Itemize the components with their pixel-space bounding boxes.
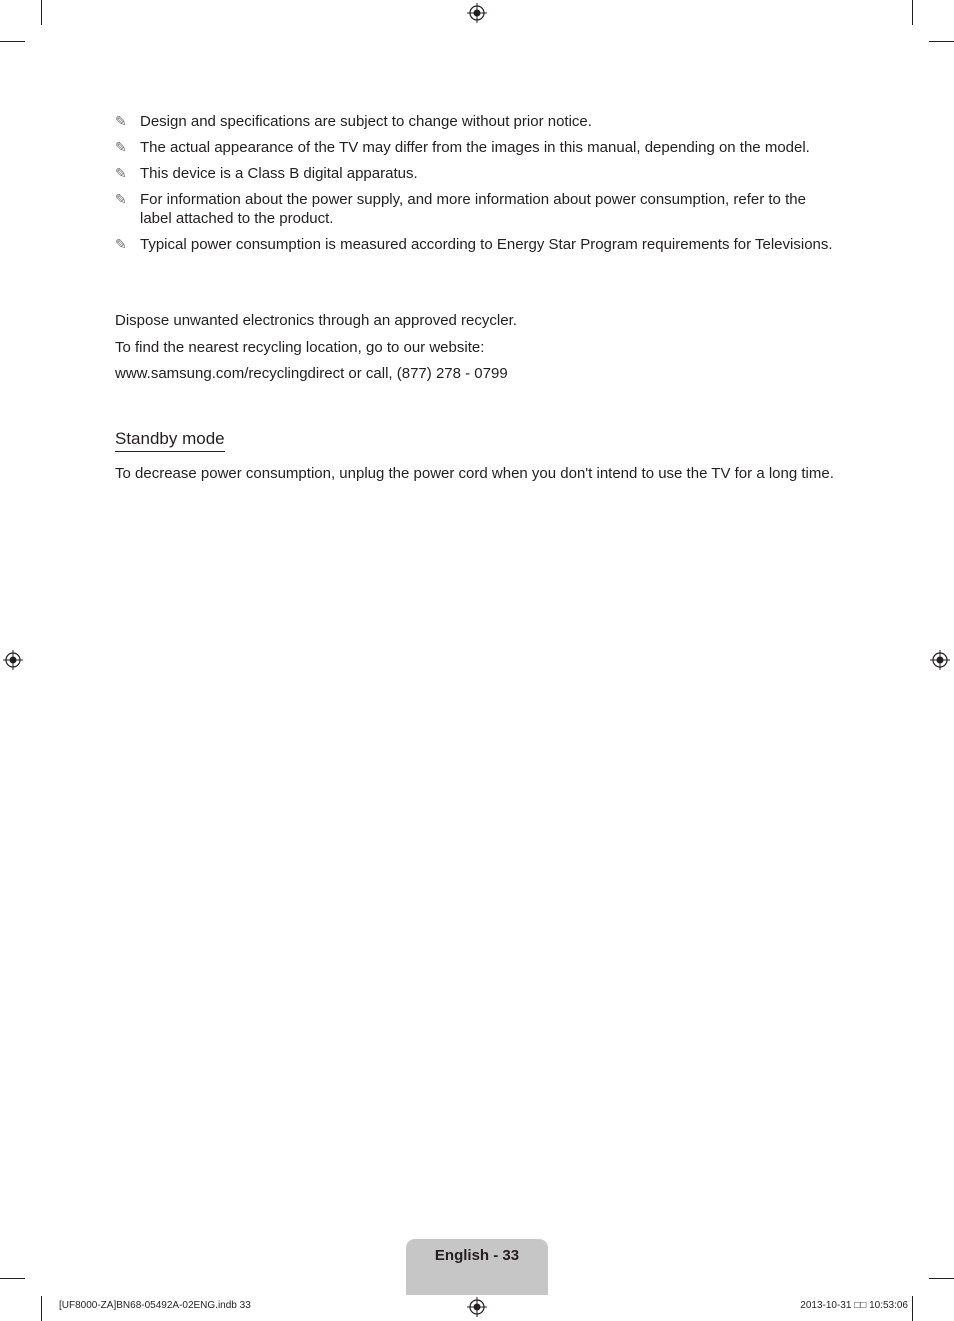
registration-mark-icon <box>930 650 950 670</box>
section-heading: Standby mode <box>115 428 225 452</box>
crop-mark <box>41 1296 42 1321</box>
note-text: For information about the power supply, and more information about power consumption, refer to the label attached to the product. <box>140 191 806 227</box>
section-body: To decrease power consumption, unplug the power cord when you don't intend to use the TV for a long time. <box>115 465 834 482</box>
notes-list <box>115 112 840 261</box>
crop-mark <box>929 41 954 42</box>
pencil-note-icon: ✎ <box>115 139 127 155</box>
date-slug: 2013-10-31 □□ 10:53:06 <box>800 1300 908 1311</box>
note-text: Design and specifications are subject to change without prior notice. <box>140 113 592 130</box>
page-number: English - 33 <box>434 1247 520 1264</box>
file-slug: [UF8000-ZA]BN68-05492A-02ENG.indb 33 <box>59 1300 251 1311</box>
recycling-line: To find the nearest recycling location, go to our website: <box>115 339 485 356</box>
note-item <box>115 235 840 254</box>
pencil-note-icon: ✎ <box>115 191 127 207</box>
note-text: Typical power consumption is measured according to Energy Star Program requirements for Televisions. <box>140 236 833 253</box>
pencil-note-icon: ✎ <box>115 236 127 252</box>
pencil-note-icon: ✎ <box>115 165 127 181</box>
crop-mark <box>0 41 25 42</box>
note-text: The actual appearance of the TV may differ from the images in this manual, depending on the model. <box>140 139 810 156</box>
recycling-line: Dispose unwanted electronics through an approved recycler. <box>115 312 517 329</box>
note-item <box>115 164 840 183</box>
crop-mark <box>912 0 913 25</box>
pencil-note-icon: ✎ <box>115 113 127 129</box>
registration-mark-icon <box>3 650 23 670</box>
note-text: This device is a Class B digital apparatus. <box>140 165 418 182</box>
note-item <box>115 112 840 131</box>
note-item <box>115 190 840 228</box>
registration-mark-icon <box>467 3 487 23</box>
crop-mark <box>41 0 42 25</box>
crop-mark <box>912 1296 913 1321</box>
page-number-tab <box>406 1239 548 1295</box>
registration-mark-icon <box>467 1297 487 1317</box>
note-item <box>115 138 840 157</box>
crop-mark <box>929 1278 954 1279</box>
recycling-url: www.samsung.com/recyclingdirect or call, (877) 278 - 0799 <box>115 365 508 382</box>
crop-mark <box>0 1278 25 1279</box>
